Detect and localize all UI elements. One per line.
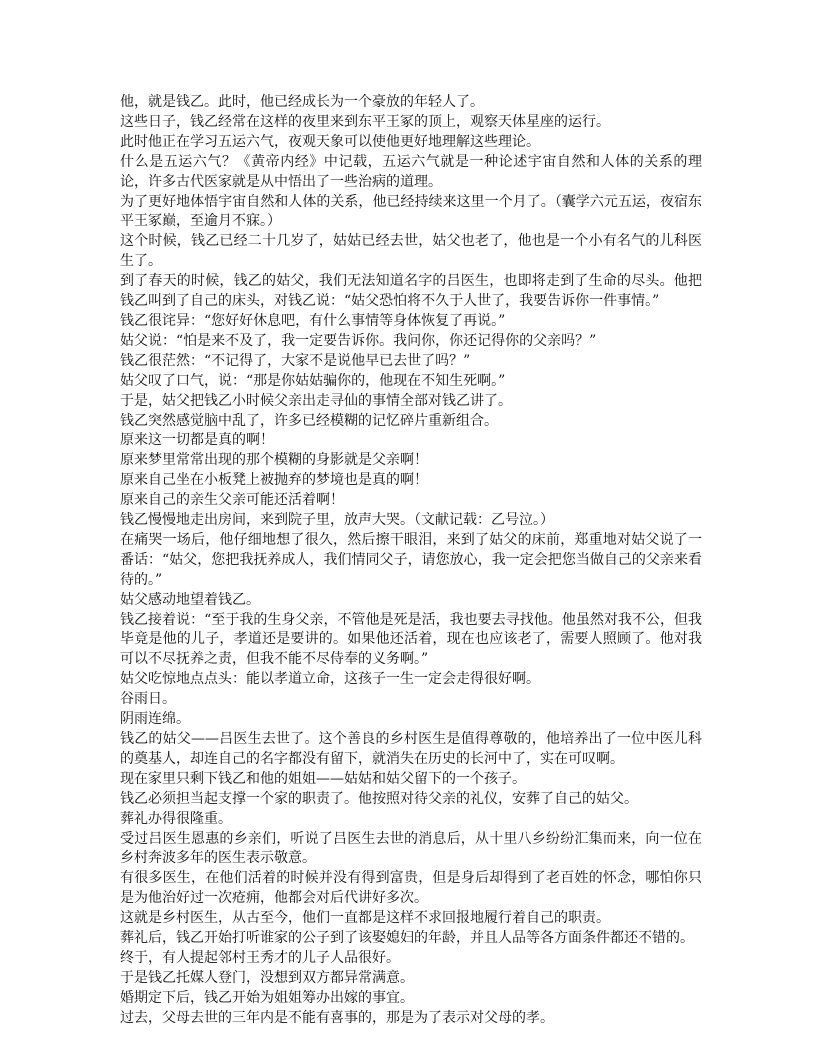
paragraph: 为了更好地体悟宇宙自然和人体的关系，他已经持续来这里一个月了。（囊学六元五运，夜宿东平王冢巅，至逾月不寐。） — [120, 193, 702, 230]
paragraph: 什么是五运六气？《黄帝内经》中记载，五运六气就是一种论述宇宙自然和人体的关系的理论，许多古代医家就是从中悟出了一些治病的道理。 — [120, 153, 702, 190]
paragraph: 受过吕医生恩惠的乡亲们，听说了吕医生去世的消息后，从十里八乡纷纷汇集而来，向一位在乡村奔波多年的医生表示敬意。 — [120, 830, 702, 867]
paragraph: 于是，姑父把钱乙小时候父亲出走寻仙的事情全部对钱乙讲了。 — [120, 392, 512, 409]
paragraph: 此时他正在学习五运六气，夜观天象可以使他更好地理解这些理论。 — [120, 133, 540, 150]
paragraph: 钱乙突然感觉脑中乱了，许多已经模糊的记忆碎片重新组合。 — [120, 412, 498, 429]
paragraph: 钱乙必须担当起支撑一个家的职责了。他按照对待父亲的礼仪，安葬了自己的姑父。 — [120, 790, 638, 807]
paragraph: 姑父说：“怕是来不及了，我一定要告诉你。我问你，你还记得你的父亲吗？” — [120, 332, 597, 349]
paragraph: 这些日子，钱乙经常在这样的夜里来到东平王冢的顶上，观察天体星座的运行。 — [120, 113, 610, 130]
paragraph: 钱乙很诧异：“您好好休息吧，有什么事情等身体恢复了再说。” — [120, 312, 506, 329]
paragraph: 到了春天的时候，钱乙的姑父，我们无法知道名字的吕医生，也即将走到了生命的尽头。他把钱乙叫到了自己的床头，对钱乙说：“姑父恐怕将不久于人世了，我要告诉你一件事情。” — [120, 273, 702, 310]
paragraph: 谷雨日。 — [120, 691, 176, 708]
paragraph: 原来梦里常常出现的那个模糊的身影就是父亲啊！ — [120, 452, 428, 469]
paragraph: 葬礼办得很隆重。 — [120, 810, 232, 827]
paragraph: 钱乙的姑父——吕医生去世了。这个善良的乡村医生是值得尊敬的，他培养出了一位中医儿科的奠基人，却连自己的名字都没有留下，就消失在历史的长河中了，实在可叹啊。 — [120, 731, 702, 767]
paragraph: 葬礼后，钱乙开始打听谁家的公子到了该娶媳妇的年龄，并且人品等各方面条件都还不错的。 — [120, 930, 694, 947]
paragraph: 姑父叹了口气，说：“那是你姑姑骗你的，他现在不知生死啊。” — [120, 372, 506, 389]
paragraph: 现在家里只剩下钱乙和他的姐姐——姑姑和姑父留下的一个孩子。 — [120, 770, 526, 787]
paragraph: 钱乙很茫然：“不记得了，大家不是说他早已去世了吗？” — [120, 352, 471, 369]
paragraph: 钱乙慢慢地走出房间，来到院子里，放声大哭。（文献记载：乙号泣。） — [120, 512, 554, 529]
paragraph: 过去，父母去世的三年内是不能有喜事的，那是为了表示对父母的孝。 — [120, 1009, 554, 1026]
paragraph: 钱乙接着说：“至于我的生身父亲，不管他是死是活，我也要去寻找他。他虽然对我不公，但我毕竟是他的儿子，孝道还是要讲的。如果他还活着，现在也应该老了，需要人照顾了。他对我可以不尽抚养之责，但我不能不尽侍奉的义务啊。” — [120, 611, 702, 668]
paragraph: 原来自己的亲生父亲可能还活着啊！ — [120, 492, 344, 509]
paragraph: 终于，有人提起邻村王秀才的儿子人品很好。 — [120, 949, 400, 966]
paragraph: 于是钱乙托媒人登门，没想到双方都异常满意。 — [120, 969, 414, 986]
paragraph: 这个时候，钱乙已经二十几岁了，姑姑已经去世，姑父也老了，他也是一个小有名气的儿科医生了。 — [120, 233, 702, 270]
paragraph: 他，就是钱乙。此时，他已经成长为一个豪放的年轻人了。 — [120, 94, 484, 110]
paragraph: 这就是乡村医生，从古至今，他们一直都是这样不求回报地履行着自己的职责。 — [120, 910, 610, 927]
paragraph: 原来自己坐在小板凳上被抛弃的梦境也是真的啊！ — [120, 472, 428, 489]
paragraph: 姑父吃惊地点点头：能以孝道立命，这孩子一生一定会走得很好啊。 — [120, 671, 540, 688]
paragraph: 在痛哭一场后，他仔细地想了很久，然后擦干眼泪，来到了姑父的床前，郑重地对姑父说了一番话：“姑父，您把我抚养成人，我们情同父子，请您放心，我一定会把您当做自己的父亲来看待的。” — [120, 531, 702, 588]
paragraph: 有很多医生，在他们活着的时候并没有得到富贵，但是身后却得到了老百姓的怀念，哪怕你只是为他治好过一次疮痈，他都会对后代讲好多次。 — [120, 870, 702, 907]
paragraph: 原来这一切都是真的啊！ — [120, 432, 274, 449]
paragraph: 姑父感动地望着钱乙。 — [120, 591, 260, 608]
paragraph: 婚期定下后，钱乙开始为姐姐筹办出嫁的事宜。 — [120, 989, 414, 1006]
document-page — [120, 93, 702, 1029]
paragraph: 阴雨连绵。 — [120, 711, 190, 728]
